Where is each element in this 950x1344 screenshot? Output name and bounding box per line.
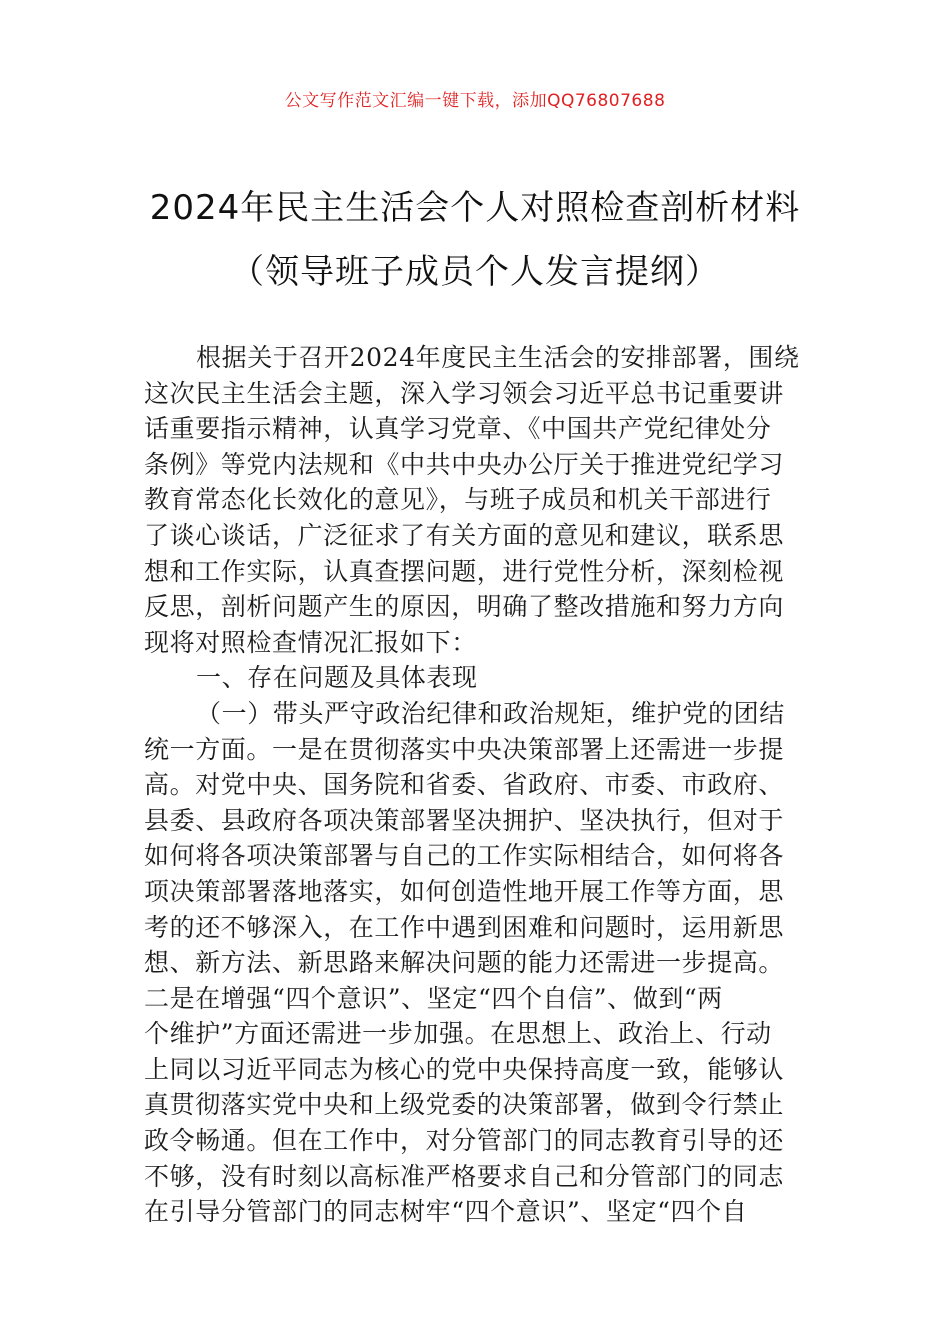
paragraph-line: 个维护”方面还需进一步加强。在思想上、政治上、行动 [144,1019,772,1049]
paragraph-line: 上同以习近平同志为核心的党中央保持高度一致，能够认 [144,1054,785,1084]
paragraph-line: 了谈心谈话，广泛征求了有关方面的意见和建议，联系思 [144,520,785,550]
paragraph-line: 想、新方法、新思路来解决问题的能力还需进一步提高。 [144,948,785,978]
paragraph-line: 高。对党中央、国务院和省委、省政府、市委、市政府、 [144,770,785,800]
document-subtitle: （领导班子成员个人发言提纲） [230,252,720,292]
document-title: 2024年民主生活会个人对照检查剖析材料 [149,188,801,228]
paragraph-line: 项决策部署落地落实，如何创造性地开展工作等方面，思 [144,876,785,906]
paragraph-line: 政令畅通。但在工作中，对分管部门的同志教育引导的还 [144,1126,785,1156]
paragraph-line: 想和工作实际，认真查摆问题，进行党性分析，深刻检视 [144,556,785,586]
paragraph-line: 教育常态化长效化的意见》，与班子成员和机关干部进行 [144,485,772,515]
paragraph-line: 真贯彻落实党中央和上级党委的决策部署，做到令行禁止 [144,1090,785,1120]
paragraph-line: 现将对照检查情况汇报如下： [144,627,477,657]
paragraph-line: 话重要指示精神，认真学习党章、《中国共产党纪律处分 [144,414,772,444]
paragraph-line: （一）带头严守政治纪律和政治规矩，维护党的团结 [196,698,785,728]
paragraph-line: 二是在增强“四个意识”、坚定“四个自信”、做到“两 [144,983,723,1013]
paragraph-line: 如何将各项决策部署与自己的工作实际相结合，如何将各 [144,841,785,871]
paragraph-line: 条例》等党内法规和《中共中央办公厅关于推进党纪学习 [144,449,785,479]
paragraph-line: 考的还不够深入，在工作中遇到困难和问题时，运用新思 [144,912,785,942]
paragraph-line: 在引导分管部门的同志树牢“四个意识”、坚定“四个自 [144,1197,748,1227]
body-text [144,340,808,1230]
paragraph-line: 反思，剖析问题产生的原因，明确了整改措施和努力方向 [144,592,785,622]
section-heading: 一、存在问题及具体表现 [196,663,478,693]
paragraph-line: 这次民主生活会主题，深入学习领会习近平总书记重要讲 [144,378,785,408]
paragraph-line: 统一方面。一是在贯彻落实中央决策部署上还需进一步提 [144,734,785,764]
paragraph-line: 根据关于召开2024年度民主生活会的安排部署，围绕 [196,343,800,372]
header-download-note: 公文写作范文汇编一键下载，添加QQ76807688 [284,91,666,111]
paragraph-line: 县委、县政府各项决策部署坚决拥护、坚决执行，但对于 [144,805,785,835]
paragraph-line: 不够，没有时刻以高标准严格要求自己和分管部门的同志 [144,1161,785,1191]
